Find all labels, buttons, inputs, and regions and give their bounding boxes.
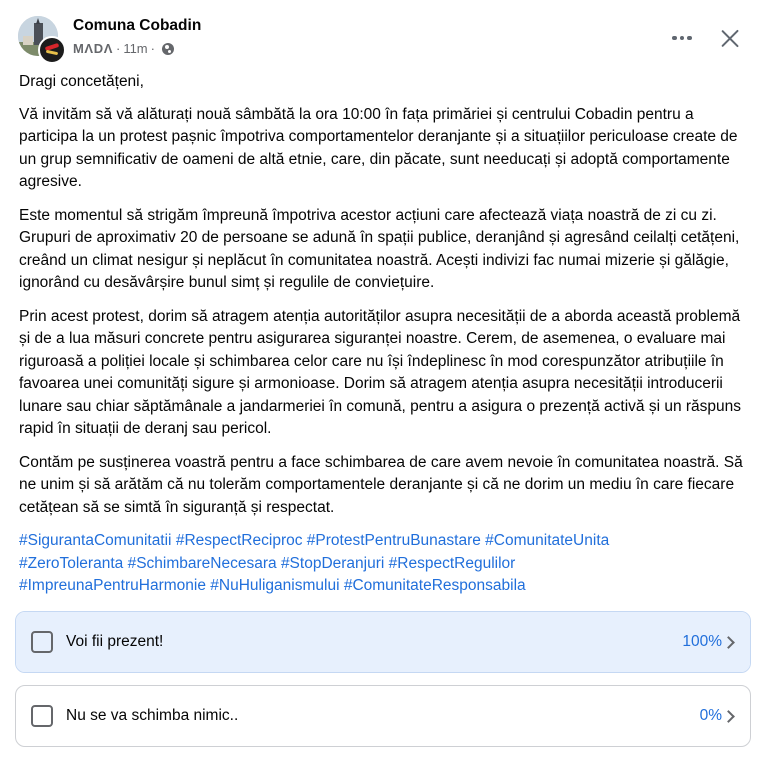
hashtag-link[interactable]: #SigurantaComunitatii [19, 532, 172, 549]
meta-separator: · [115, 41, 121, 56]
poll-checkbox[interactable] [31, 705, 53, 727]
close-icon [720, 28, 740, 48]
chevron-right-icon [722, 710, 735, 723]
more-options-button[interactable] [664, 20, 700, 56]
meta-separator-2: · [150, 41, 155, 56]
hashtag-link[interactable]: #RespectReciproc [175, 532, 303, 549]
hashtag-link[interactable]: #SchimbareNecesara [127, 554, 277, 572]
hashtag-link[interactable]: #ComunitateUnita [485, 532, 610, 549]
poll-option-label: Nu se va schimba nimic.. [66, 707, 239, 724]
post-meta [73, 41, 174, 56]
hashtag-link[interactable]: #NuHuliganismului [210, 577, 340, 594]
author-name-link[interactable]: MΛDΛ [73, 41, 113, 56]
hashtag-link[interactable]: #ImpreunaPentruHarmonie [19, 577, 206, 594]
globe-icon [162, 43, 174, 55]
author-avatar[interactable] [38, 36, 66, 64]
post-paragraph: Contăm pe susținerea voastră pentru a face schimbarea de care avem nevoie în comunitatea noastră. Să ne unim și să arătăm că nu tolerăm comportamentele deranjante și că ne dorim un mediu în care fiecare cetățean să se simtă în siguranță și respectat. [19, 453, 743, 516]
post-paragraph: Prin acest protest, dorim să atragem atenția autorităților asupra necesității de a aborda această problemă și de a lua măsuri concrete pentru asigurarea siguranței noastre. Cerem, de asemenea, o evaluare mai riguroasă a poliției locale și schimbarea celor care nu își îndeplinesc în mod corespunzător atribuțiile în favoarea unei comunități sigure și armonioase. Dorim să atragem atenția asupra necesității introducerii lunare sau chiar săptămânale a jandarmeriei în comună, pentru a asigura o prezență activă și un răspuns rapid în situații de deranj sau pericol. [19, 307, 742, 437]
post-body [19, 71, 754, 598]
post-header [18, 16, 751, 62]
post-greeting: Dragi concetățeni, [19, 73, 144, 90]
post-paragraph: Este momentul să strigăm împreună împotriva acestor acțiuni care afectează viața noastră de zi cu zi. Grupuri de aproximativ 20 de persoane se adună în spații publice, deranjând și agresând ceilalți cetățeni, creând un climat nesigur și neplăcut în comunitatea noastră. Acești indivizi fac numai mizerie și gălăgie, ignorând cu desăvârșire bunul simț și regulile de conviețuire. [19, 206, 740, 291]
hashtag-link[interactable]: #ComunitateResponsabila [343, 577, 526, 594]
hashtag-link[interactable]: #RespectRegulilor [388, 554, 516, 572]
poll-percent: 100% [682, 633, 722, 650]
post-timestamp-link[interactable]: 11m [123, 41, 148, 56]
close-button[interactable] [712, 20, 748, 56]
post-paragraph: Vă invităm să vă alăturați nouă sâmbătă la ora 10:00 în fața primăriei și centrului Cobadin pentru a participa la un protest pașnic împotriva comportamentelor deranjante și a situațiilor periculoase create de un grup semnificativ de oameni de altă etnie, care, din păcate, sunt needucați și adoptă comportamente agresive. [19, 105, 738, 190]
poll-option-present[interactable] [15, 611, 751, 673]
hashtag-link[interactable]: #ZeroToleranta [19, 554, 124, 572]
poll-option-no-change[interactable] [15, 685, 751, 747]
page-avatar-group[interactable] [18, 16, 64, 58]
poll-option-label: Voi fii prezent! [66, 633, 164, 650]
more-dots-icon [672, 36, 692, 41]
hashtag-link[interactable]: #StopDeranjuri [280, 554, 385, 572]
page-name-link[interactable]: Comuna Cobadin [73, 17, 202, 34]
hashtag-link[interactable]: #ProtestPentruBunastare [306, 532, 481, 549]
hashtag-list [19, 530, 754, 598]
poll-checkbox[interactable] [31, 631, 53, 653]
poll-percent: 0% [699, 707, 722, 724]
